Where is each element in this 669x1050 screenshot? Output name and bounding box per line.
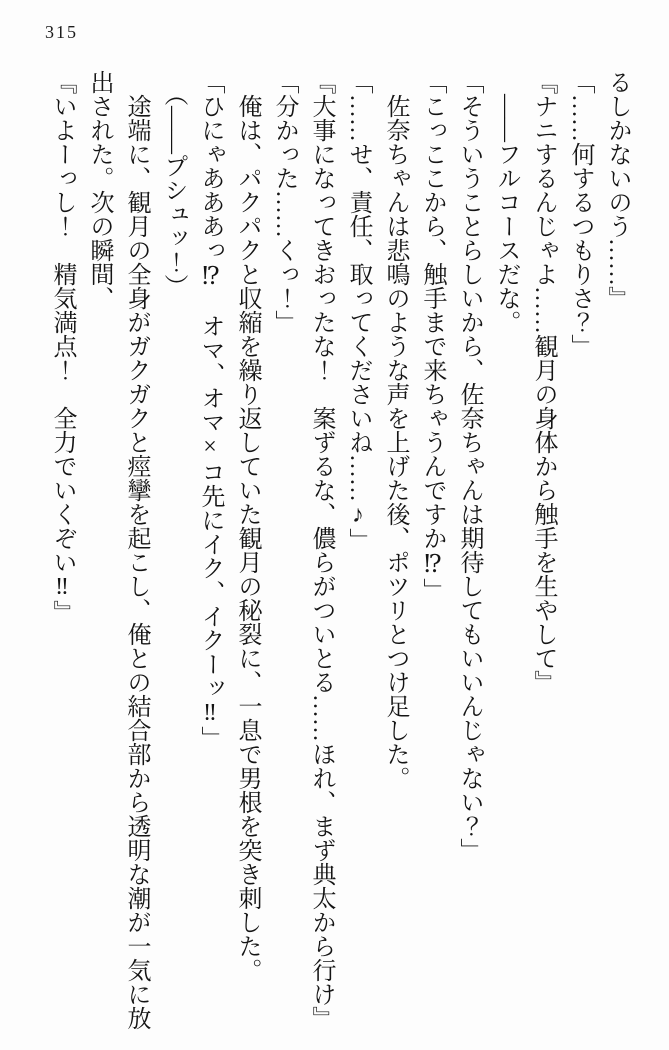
text-line: 「……せ、責任、取ってくださいね……♪」 xyxy=(345,70,371,552)
text-line: 出された。次の瞬間、 xyxy=(86,70,112,310)
text-line: 「そういうことらしいから、佐奈ちゃんは期待してもいいんじゃない？」 xyxy=(456,70,482,862)
text-line: 佐奈ちゃんは悲鳴のような声を上げた後、ポツリとつけ足した。 xyxy=(382,70,408,790)
text-line: るしかないのう……』 xyxy=(604,70,630,310)
text-line: 俺は、パクパクと収縮を繰り返していた観月の秘裂に、一息で男根を突き刺した。 xyxy=(234,70,260,982)
text-line: 「ひにゃあああっ⁉ オマ、オマ×コ先にイク、イクーッ‼」 xyxy=(197,70,223,750)
text-line: 「……何するつもりさ？」 xyxy=(567,70,593,358)
text-line: 「こっここから、触手まで来ちゃうんですか⁉」 xyxy=(419,70,445,602)
text-line: ――フルコースだな。 xyxy=(493,70,519,334)
text-line: 『ナニするんじゃよ……観月の身体から触手を生やして』 xyxy=(530,70,556,694)
text-line: 『いよーっし！ 精気満点！ 全力でいくぞい‼』 xyxy=(49,70,75,624)
text-line: （――プシュッ！） xyxy=(160,70,186,298)
text-line: 「分かった……くっ！」 xyxy=(271,70,297,334)
page-number: 315 xyxy=(45,22,78,42)
text-line: 途端に、観月の全身がガクガクと痙攣を起こし、俺との結合部から透明な潮が一気に放 xyxy=(123,70,149,1030)
vertical-text-block xyxy=(43,70,635,1036)
text-line: 『大事になってきおったな！ 案ずるな、儂らがついとる……ほれ、まず典太から行け』 xyxy=(308,70,334,1030)
